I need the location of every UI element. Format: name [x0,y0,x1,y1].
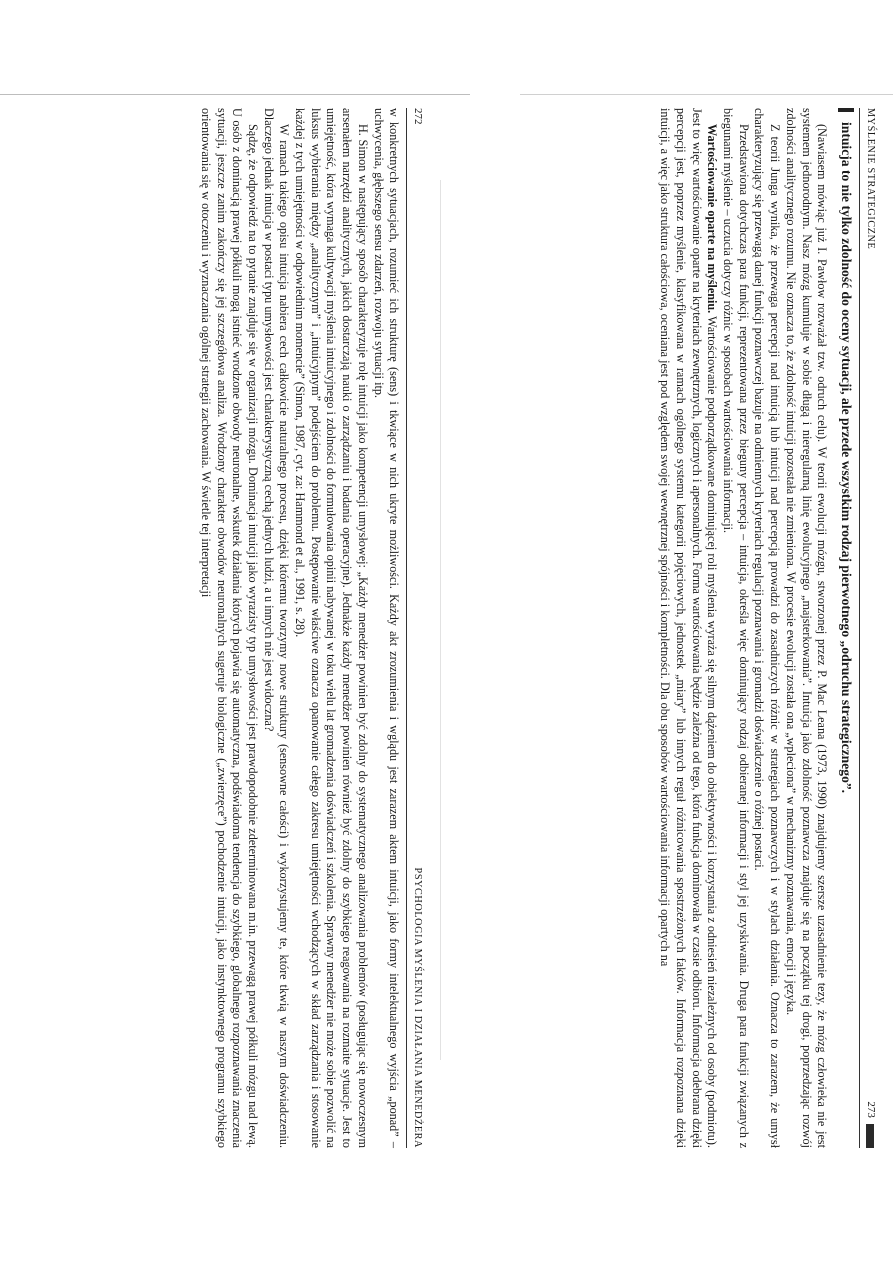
paragraph: W ramach takiego opisu intuicja nabiera cech całkowicie naturalnego procesu, dzięki któremu tworzymy nowe struktury (sensowne całości) i wykorzystujemy te, które tkwią w naszym doświadczeniu. Dlaczego jednak intuicja w postaci typu umysłowości jest charakterystyczną cechą jednych ludzi, a u innych nie jest widoczna? [261,108,292,1148]
right-page [498,108,878,1148]
left-page-number: 272 [412,108,424,125]
paragraph: H. Simon w następujący sposób charakteryzuje rolę intuicji jako kompetencji umysłowej: „Każdy menedżer powinien być zdolny do systematycznego analizowania problemów (posługując się nowoczesnym arsenałem narzędzi analitycznych, jakich dostarczają nauki o zarządzaniu i badania operacyjne). Jednakże każdy menedżer powinien również być zdolny do szybkiego reagowania na rozmaite sytuacje. Jest to umiejętność, która wymaga kultywacji myślenia intuicyjnego i zdolności do formułowania opinii nabywanej w toku wielu lat gromadzenia doświadczeń i szkolenia. Sprawny menedżer nie może sobie pozwolić na luksus wybierania między „analitycznym” i „intuicyjnym” podejściem do problemu. Postępowanie właściwe oznacza opanowanie całego zakresu umiejętności wchodzących w skład zarządzania i stosowanie każdej z tych umiejętności w odpowiednim momencie” (Simon, 1987, cyt. za: Hammond et al., 1991, s. 28). [293,108,370,1148]
paragraph: Z teorii Junga wynika, że przewaga percepcji nad intuicją lub intuicji nad percepcją prowadzi do zasadniczych różnic w strategiach poznawczych i w stylach działania. Oznacza to zarazem, że umysł charakteryzujący się przewagą danej funkcji poznawczej bazuje na odmiennych kryteriach regulacji poznawania i gromadzi doświadczenie o różnej postaci. [752,108,783,1148]
paragraph: Sądzę, że odpowiedź na to pytanie znajduje się w organizacji mózgu. Dominacja intuicji jako wyrazisty typ umysłowości jest prawdopodobnie zdeterminowana m.in. przewagą prawej półkuli mózgu nad lewą. U osób z dominacją prawej półkuli mogą istnieć wrodzone obwody neuronalne, wskutek działania których pojawia się automatyczna, podświadoma tendencja do szybkiego, globalnego rozpoznawania znaczenia sytuacji, jeszcze zanim zakończy się jej szczegółowa analiza. Wrodzony charakter obwodów neuronalnych sugeruje biologiczne („zwierzęce”) pochodzenie intuicji, jako instynktownego programu szybkiego orientowania się w otoczeniu i wyznaczania ogólnej strategii zachowania. W świetle tej interpretacji [198,108,260,1148]
left-page [45,108,425,1148]
book-gutter [440,180,441,1060]
page-edge-marker [866,1124,874,1148]
paragraph: Przedstawiona dotychczas para funkcji, reprezentowana przez bieguny percepcja – intuicja, określa więc dominujący rodzaj odbieranej informacji i styl jej uzyskiwania. Druga para funkcji związanych z biegunami myślenie – uczucia dotyczy różnic w sposobach wartościowania informacji. [721,108,751,1148]
paragraph: w konkretnych sytuacjach, rozumieć ich strukturę (sens) i tkwiące w nich ukryte możliwości. Każdy akt zrozumienia i wglądu jest zarazem aktem intuicji, jako formy intelektualnego wyjścia „ponad” – uchwycenia, głębszego sensu zdarzeń, rozwoju sytuacji itp. [371,108,402,1148]
scan-edge-line [520,94,893,95]
right-page-header [859,108,878,1148]
scan-edge-line [0,94,470,95]
paragraph [657,108,720,1148]
left-page-header [406,108,425,1148]
paragraph: (Nawiasem mówiąc już I. Pawłow rozważał tzw. odruch celu). W teorii ewolucji mózgu, stworzonej przez P. Mac Leana (1973, 1990) znajdujemy szersze uzasadnienie tezy, że mózg człowieka nie jest systemem jednorodnym. Nasz mózg kumuluje w sobie długą i nieregularną linię ewolucyjnego „majsterkowania”. Intuicja jako zdolność poznawcza znajduje się na początku tej drogi, poprzedzając rozwój zdolności analitycznego rozumu. Nie oznacza to, że zdolność intuicji pozostała nie zmieniona. W procesie ewolucji została ona „wpleciona” w mechanizmy poznawania, emocji i języka. [783,108,830,1148]
paragraph-text: Wartościowanie podporządkowane dominującej roli myślenia wyraża się silnym dążeniem do obiektywności i korzystania z odniesień niezależnych od osoby (podmiotu). Jest to więc wartościowanie oparte na kryteriach zewnętrznych, logicznych i apersonalnych. Forma wartościowania będzie zależna od tego, która funkcja dominowała w czasie odbioru. Informacja odebrana dzięki percepcji jest, poprzez myślenie, klasyfikowana w ramach ogólnego systemu kategorii pojęciowych, jednostek „miary” lub innych reguł różnicowania spostrzeżonych faktów. Informacja rozpoznana dzięki intuicji, a więc jako struktura całościowa, oceniana jest pod względem swojej wewnętrznej spójności i kompletności. Dla obu sposobów wartościowania informacji opartych na [658,108,720,1148]
right-running-head: MYŚLENIE STRATEGICZNE [865,108,876,250]
right-page-number: 273 [865,1101,877,1118]
left-running-head: PSYCHOLOGIA MYŚLENIA I DZIAŁANIA MENEDŻERA [412,867,423,1148]
section-runin-heading: Wartościowanie oparte na myśleniu. [705,124,720,314]
highlighted-quote: intuicja to nie tylko zdolność do oceny sytuacji, ale przede wszystkim rodzaj pierwotnego „odruchu strategicznego”. [838,108,854,1148]
